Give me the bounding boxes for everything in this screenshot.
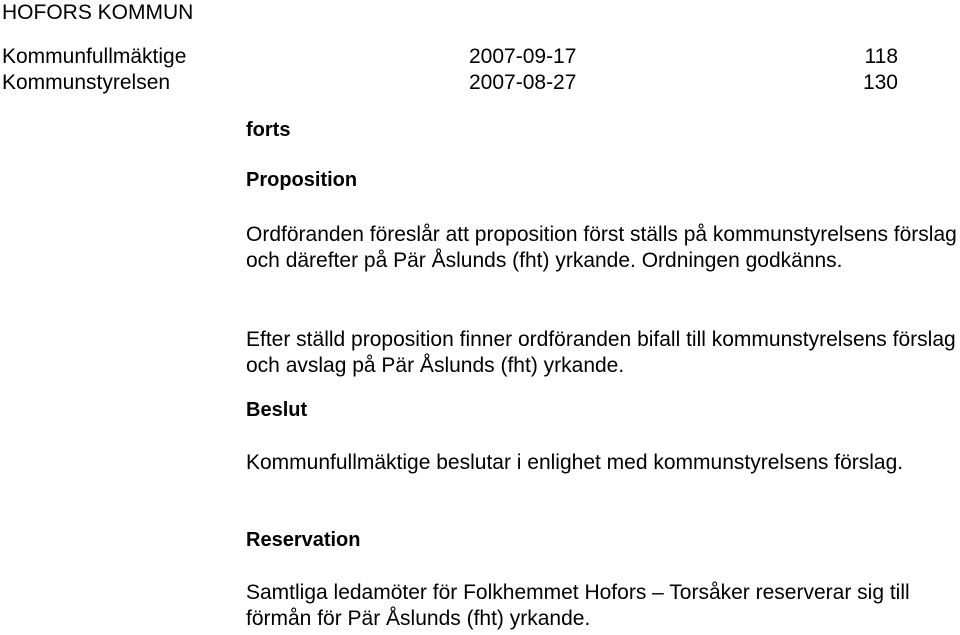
meeting-date: 2007-09-17 [469, 45, 577, 68]
decision-heading: Beslut [246, 399, 308, 421]
meeting-body: Kommunstyrelsen [2, 71, 171, 94]
meeting-row [2, 44, 898, 70]
continued-heading: forts [246, 119, 291, 141]
meeting-date: 2007-08-27 [469, 71, 577, 94]
proposition-paragraph-1: Ordföranden föreslår att proposition först ställs på kommunstyrelsens förslag och därefter på Pär Åslunds (fht) yrkande. Ordningen godkänns. [246, 223, 957, 272]
reservation-heading: Reservation [246, 529, 361, 551]
paragraph-number: 118 [864, 45, 898, 68]
meeting-body: Kommunfullmäktige [2, 45, 187, 68]
organization-name: HOFORS KOMMUN [2, 1, 194, 24]
paragraph-number: 130 [862, 71, 898, 94]
proposition-heading: Proposition [246, 169, 358, 191]
reservation-paragraph: Samtliga ledamöter för Folkhemmet Hofors – Torsåker reserverar sig till förmån för Pär Åslunds (fht) yrkande. [246, 581, 910, 630]
proposition-paragraph-2: Efter ställd proposition finner ordföranden bifall till kommunstyrelsens förslag och avslag på Pär Åslunds (fht) yrkande. [246, 328, 956, 377]
meeting-row [2, 70, 898, 96]
decision-paragraph: Kommunfullmäktige beslutar i enlighet med kommunstyrelsens förslag. [246, 451, 904, 474]
